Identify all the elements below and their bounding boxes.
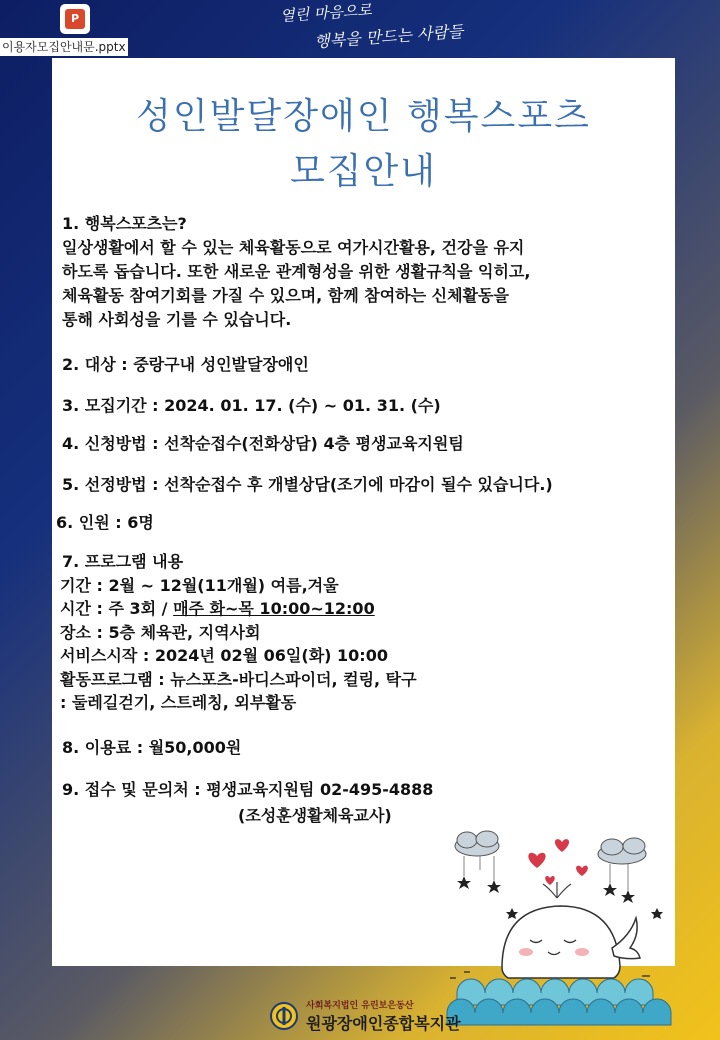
section-9-contact: 9. 접수 및 문의처 : 평생교육지원팀 02-495-4888: [62, 780, 434, 799]
section-1: [62, 212, 530, 332]
welfare-center-logo-icon: [270, 1002, 298, 1030]
section-7-activities-cont: : 둘레길걷기, 스트레칭, 외부활동: [60, 693, 297, 712]
section-1-line: 통해 사회성을 기를 수 있습니다.: [62, 310, 292, 329]
section-1-line: 하도록 돕습니다. 또한 새로운 관계형성을 위한 생활규칙을 익히고,: [62, 262, 531, 281]
section-7-time: [60, 597, 417, 621]
presentation-file-icon[interactable]: P: [60, 4, 90, 34]
section-9-contact-person: (조성훈생활체육교사): [238, 806, 392, 825]
org-parent-name: 사회복지법인 유린보은동산: [306, 1001, 414, 1011]
section-1-heading: 1. 행복스포츠는?: [62, 214, 187, 233]
section-1-line: 체육활동 참여기회를 가질 수 있으며, 함께 참여하는 신체활동을: [62, 286, 509, 305]
slogan-line-1: 열린 마음으로: [279, 0, 373, 26]
section-1-line: 일상생활에서 할 수 있는 체육활동으로 여가시간활용, 건강을 유지: [62, 238, 525, 257]
section-7-start: 서비스시작 : 2024년 02월 06일(화) 10:00: [60, 646, 388, 665]
section-7-place: 장소 : 5층 체육관, 지역사회: [60, 622, 261, 642]
section-8-fee: 8. 이용료 : 월50,000원: [62, 738, 242, 757]
section-7: [62, 550, 417, 715]
notice-page: [52, 58, 675, 966]
section-6-headcount: 6. 인원 : 6명: [56, 513, 154, 532]
org-name: 원광장애인종합복지관: [306, 1014, 461, 1033]
whale-illustration-icon: [442, 828, 672, 1028]
section-5-selection-method: 5. 선정방법 : 선착순접수 후 개별상담(조기에 마감이 될수 있습니다.): [62, 475, 553, 494]
footer-org: [270, 996, 470, 1036]
section-7-time-schedule: 매주 화~목 10:00~12:00: [173, 599, 375, 618]
section-4-apply-method: 4. 신청방법 : 선착순접수(전화상담) 4층 평생교육지원팀: [62, 434, 464, 453]
section-7-period: 기간 : 2월 ~ 12월(11개월) 여름,겨울: [60, 575, 339, 595]
page-title-line-1: 성인발달장애인 행복스포츠: [136, 96, 591, 137]
slogan-line-2: 행복을 만드는 사람들: [313, 21, 464, 52]
section-2-target: 2. 대상 : 중랑구내 성인발달장애인: [62, 355, 309, 374]
slogan: [279, 0, 464, 55]
section-7-activities: 활동프로그램 : 뉴스포츠-바디스파이더, 컬링, 탁구: [60, 669, 417, 689]
section-7-heading: 7. 프로그램 내용: [62, 552, 184, 571]
page-title-line-2: 모집안내: [289, 151, 438, 192]
section-3-recruit-period: 3. 모집기간 : 2024. 01. 17. (수) ~ 01. 31. (수): [62, 396, 441, 415]
file-chip[interactable]: [0, 0, 160, 58]
file-name-label[interactable]: 이용자모집안내문.pptx: [2, 40, 126, 54]
section-7-time-prefix: 시간 : 주 3회 /: [60, 599, 174, 618]
